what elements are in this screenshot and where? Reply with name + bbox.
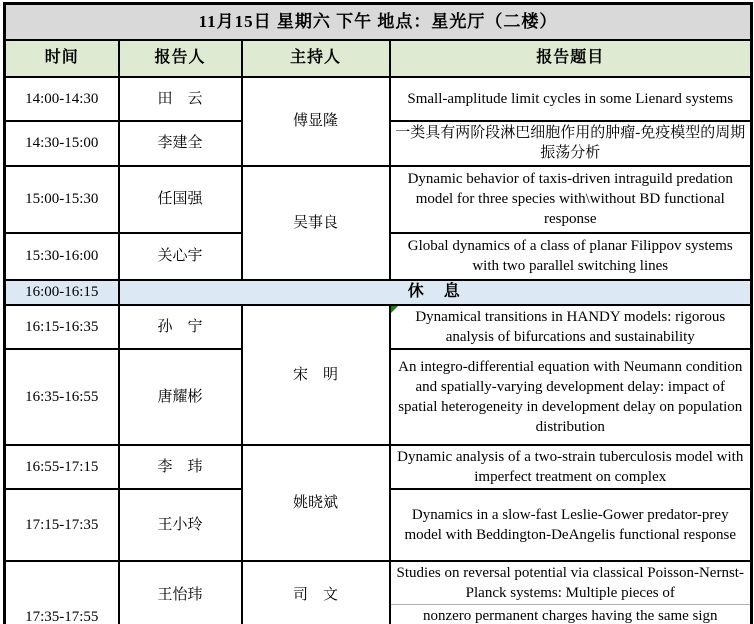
column-header-chair: 主持人 xyxy=(242,40,390,77)
time-cell: 17:35-17:55 xyxy=(5,561,119,624)
title-text-upper: Studies on reversal potential via classical Poisson-Nernst-Planck systems: Multiple pieces of xyxy=(396,564,744,601)
speaker-cell: 田 云 xyxy=(119,77,242,121)
speaker-cell: 王小玲 xyxy=(119,489,242,561)
title-text-lower: nonzero permanent charges having the same sign xyxy=(391,604,751,624)
speaker-cell: 李建全 xyxy=(119,121,242,166)
time-cell: 16:15-16:35 xyxy=(5,305,119,349)
title-cell: An integro-differential equation with Neumann condition and spatially-varying development delay: impact of spatial heterogeneity in development delay on population distribution xyxy=(390,349,752,445)
table-row xyxy=(5,561,752,624)
speaker-cell: 李 玮 xyxy=(119,445,242,489)
title-cell: Dynamics in a slow-fast Leslie-Gower predator-prey model with Beddington-DeAngelis functional response xyxy=(390,489,752,561)
chair-cell: 宋 明 xyxy=(242,305,390,445)
table-row xyxy=(5,305,752,349)
cell-corner-flag-indicator xyxy=(391,306,398,313)
break-row xyxy=(5,280,752,305)
time-cell: 14:00-14:30 xyxy=(5,77,119,121)
title-cell xyxy=(390,561,752,624)
time-cell: 14:30-15:00 xyxy=(5,121,119,166)
time-cell: 15:00-15:30 xyxy=(5,166,119,233)
speaker-cell: 孙 宁 xyxy=(119,305,242,349)
time-cell: 15:30-16:00 xyxy=(5,233,119,280)
title-cell: Dynamic behavior of taxis-driven intraguild predation model for three species with\without BD functional response xyxy=(390,166,752,233)
chair-cell: 吴事良 xyxy=(242,166,390,280)
break-cell: 休 息 xyxy=(119,280,752,305)
time-cell: 16:35-16:55 xyxy=(5,349,119,445)
speaker-cell: 唐耀彬 xyxy=(119,349,242,445)
title-cell: 一类具有两阶段淋巴细胞作用的肿瘤-免疫模型的周期振荡分析 xyxy=(390,121,752,166)
speaker-cell: 任国强 xyxy=(119,166,242,233)
speaker-cell: 关心宇 xyxy=(119,233,242,280)
title-cell: Dynamic analysis of a two-strain tuberculosis model with imperfect treatment on complex xyxy=(390,445,752,489)
schedule-table xyxy=(3,2,753,624)
title-cell: Global dynamics of a class of planar Filippov systems with two parallel switching lines xyxy=(390,233,752,280)
table-row xyxy=(5,445,752,489)
table-row xyxy=(5,166,752,233)
time-cell: 16:55-17:15 xyxy=(5,445,119,489)
time-cell: 16:00-16:15 xyxy=(5,280,119,305)
chair-cell: 司 文 xyxy=(242,561,390,624)
column-header-title: 报告题目 xyxy=(390,40,752,77)
session-header: 11月15日 星期六 下午 地点：星光厅（二楼） xyxy=(5,4,752,40)
speaker-cell: 王怡玮 xyxy=(119,561,242,624)
column-header-speaker: 报告人 xyxy=(119,40,242,77)
chair-cell: 姚晓斌 xyxy=(242,445,390,561)
time-cell: 17:15-17:35 xyxy=(5,489,119,561)
title-cell: Small-amplitude limit cycles in some Lienard systems xyxy=(390,77,752,121)
chair-cell: 傅显隆 xyxy=(242,77,390,166)
title-cell xyxy=(390,305,752,349)
column-header-time: 时间 xyxy=(5,40,119,77)
title-text: Dynamical transitions in HANDY models: rigorous analysis of bifurcations and sustainability xyxy=(415,308,726,345)
table-row xyxy=(5,77,752,121)
